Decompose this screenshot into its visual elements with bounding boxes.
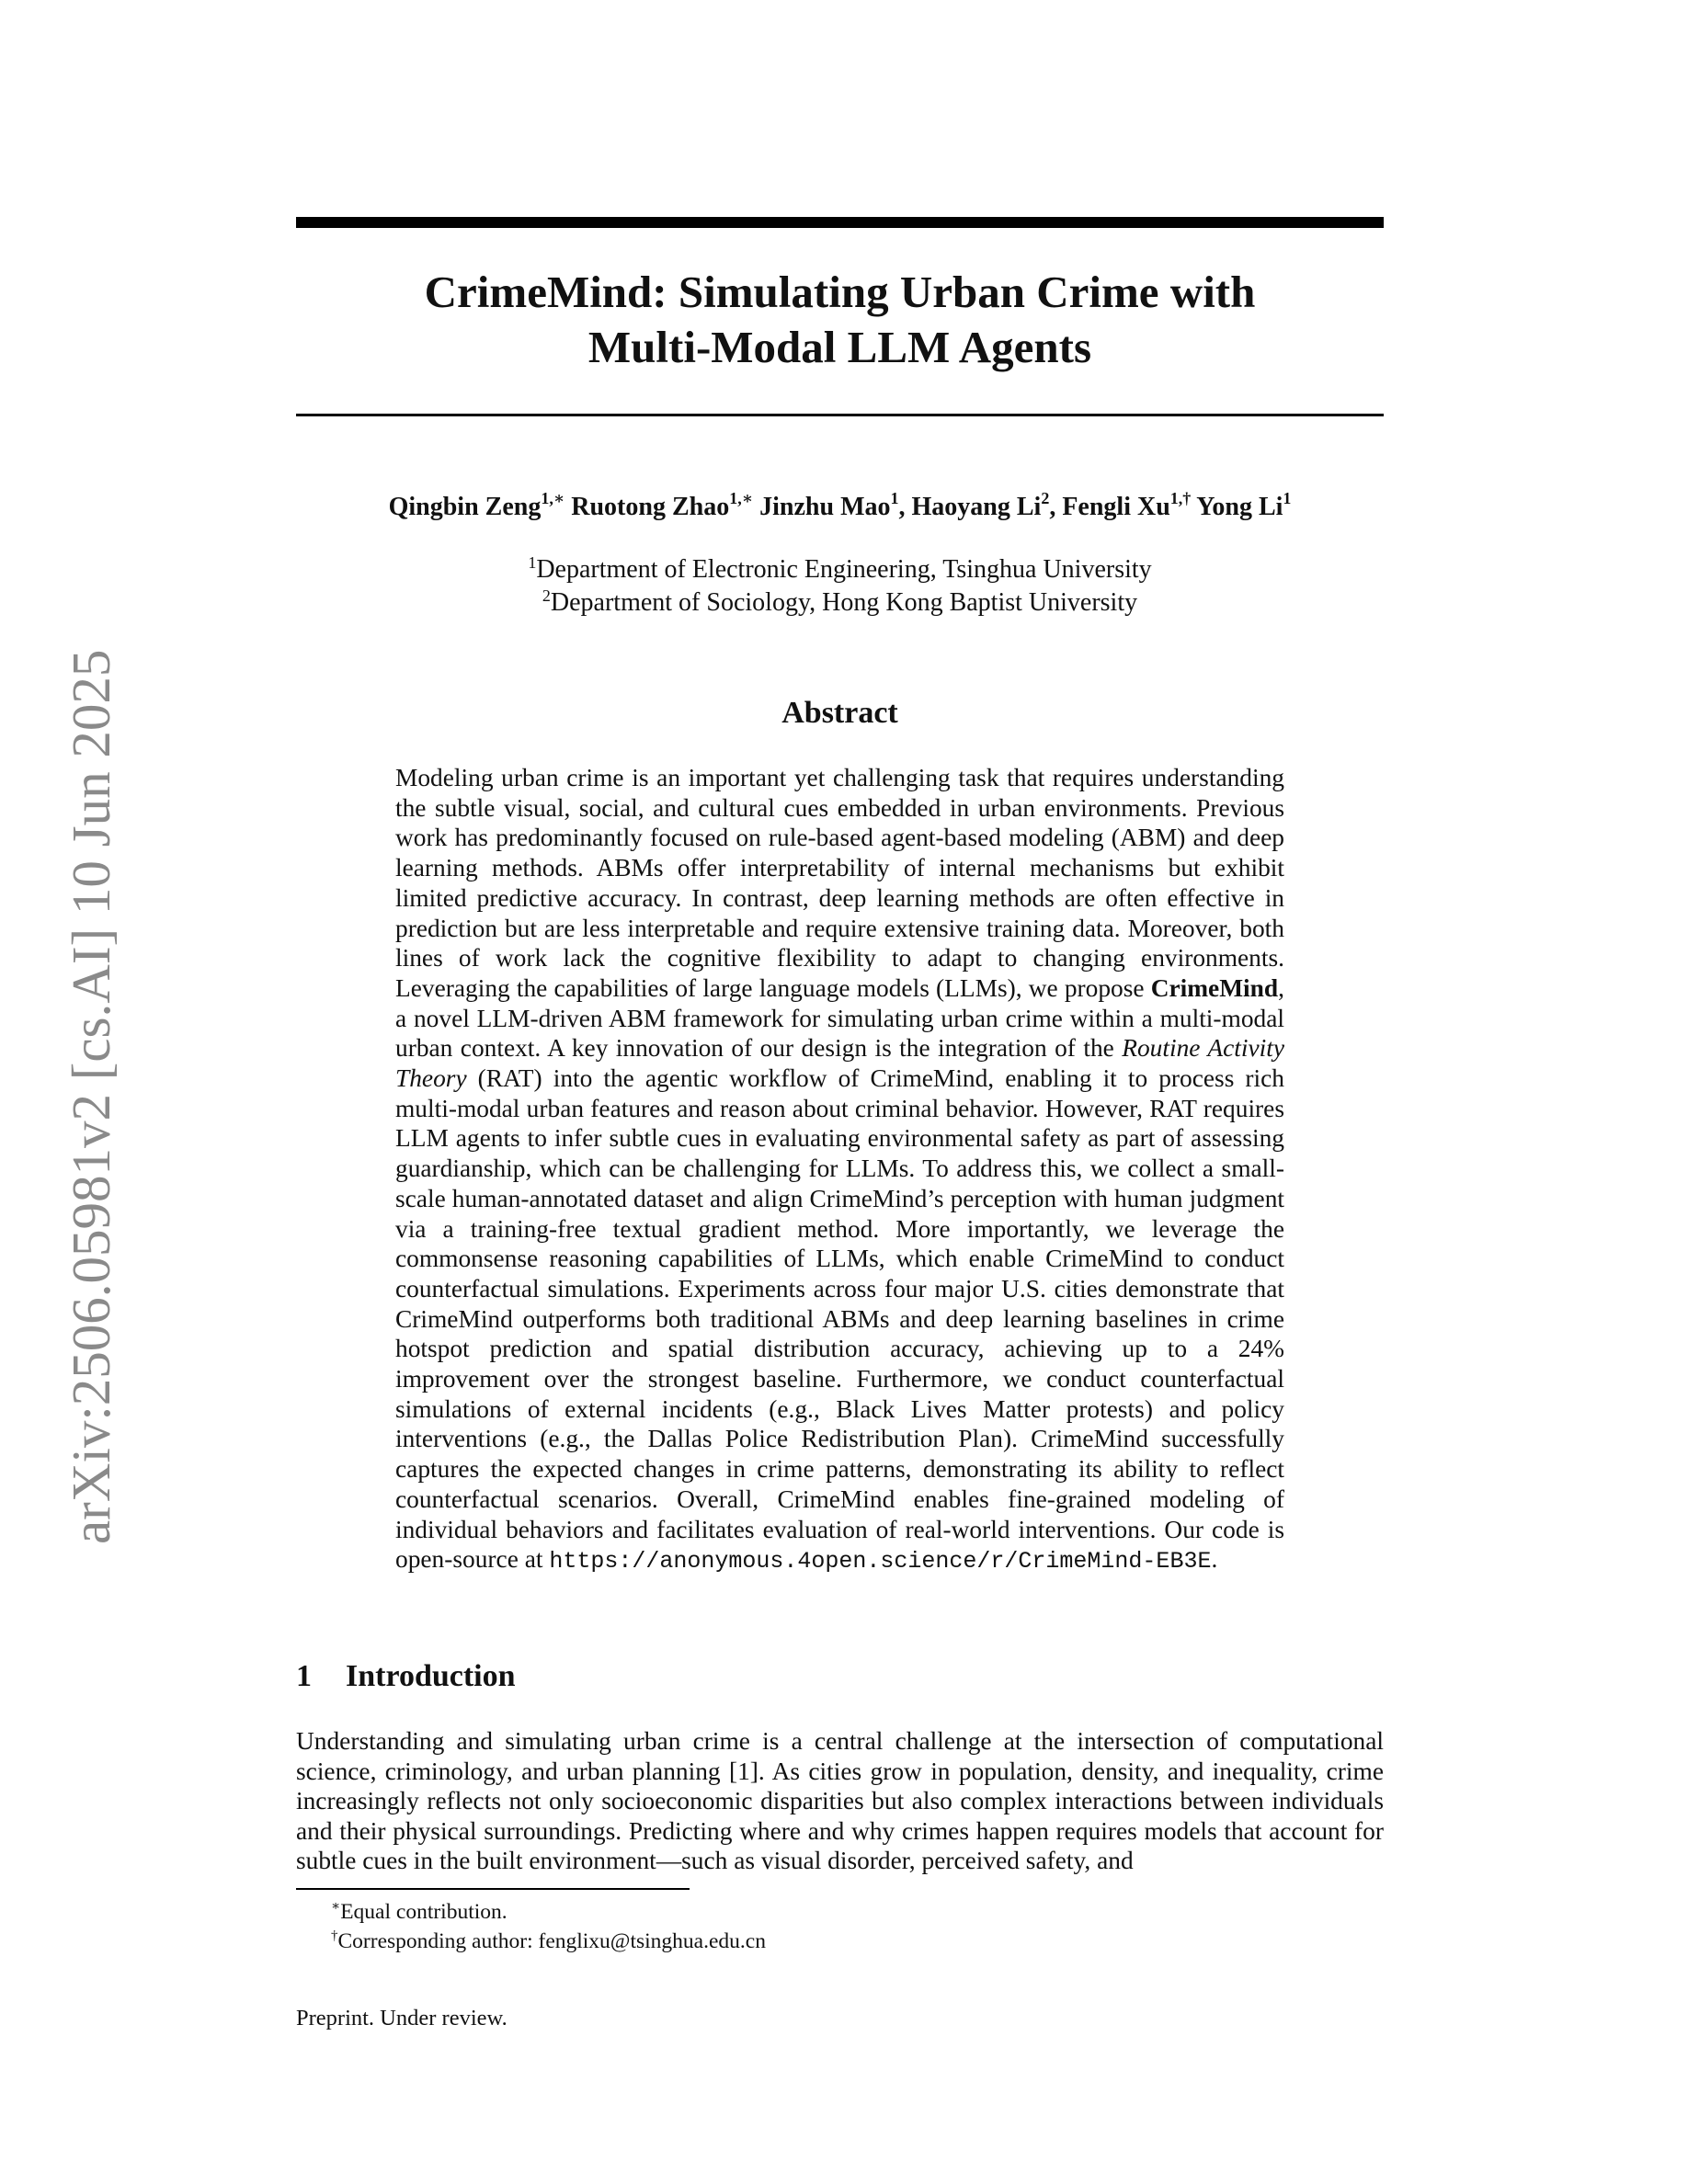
abstract-end: . bbox=[1211, 1545, 1218, 1574]
abstract-text-part-3: (RAT) into the agentic workflow of CrimeMind, enabling it to process rich multi-modal urban features and reason about criminal behavior. However, RAT requires LLM agents to infer subtle cues in evaluating environmental safety as part of assessing guardianship, which can be challenging for LLMs. To address this, we collect a small-scale human-annotated dataset and align CrimeMind’s perception with human judgment via a training-free textual gradient method. More importantly, we leverage the commonsense reasoning capabilities of LLMs, which enable CrimeMind to conduct counterfactual simulations. Experiments across four major U.S. cities demonstrate that CrimeMind outperforms both traditional ABMs and deep learning baselines in crime hotspot prediction and spatial distribution accuracy, achieving up to a 24% improvement over the strongest baseline. Furthermore, we conduct counterfactual simulations of external incidents (e.g., Black Lives Matter protests) and policy interventions (e.g., the Dallas Police Redistribution Plan). CrimeMind successfully captures the expected changes in crime patterns, demonstrating its ability to reflect counterfactual scenarios. Overall, CrimeMind enables fine-grained modeling of individual behaviors and facilitates evaluation of real-world interventions. Our code is open-source at bbox=[395, 1064, 1284, 1574]
preprint-note: Preprint. Under review. bbox=[296, 2006, 508, 2030]
author-marks: 1 bbox=[1283, 489, 1292, 507]
framework-name: CrimeMind bbox=[1150, 973, 1279, 1002]
footnote bbox=[331, 1927, 766, 1956]
footnote bbox=[331, 1897, 766, 1927]
title-bottom-rule bbox=[296, 414, 1384, 416]
footnote-text: Equal contribution. bbox=[340, 1900, 508, 1924]
abstract-text-part-1: Modeling urban crime is an important yet challenging task that requires understanding the subtle visual, social, and cultural cues embedded in urban environments. Previous work has predominantly focused on rule-based agent-based modeling (ABM) and deep learning methods. ABMs offer interpretability of internal mechanisms but exhibit limited predictive accuracy. In contrast, deep learning methods are often effective in prediction but are less interpretable and require extensive training data. Moreover, both lines of work lack the cognitive flexibility to adapt to changing environments. Leveraging the capabilities of large language models (LLMs), we propose bbox=[395, 764, 1284, 1002]
author-marks: 1,∗ bbox=[729, 489, 754, 507]
affiliation bbox=[296, 586, 1384, 620]
author-name: Ruotong Zhao bbox=[571, 493, 730, 521]
footnote-mark: † bbox=[331, 1928, 338, 1943]
affiliation-text: Department of Sociology, Hong Kong Baptist University bbox=[550, 588, 1138, 617]
affiliation-text: Department of Electronic Engineering, Tsinghua University bbox=[536, 555, 1152, 584]
title-top-rule bbox=[296, 217, 1384, 228]
author-name: Jinzhu Mao bbox=[759, 493, 891, 521]
affiliation-mark: 1 bbox=[528, 553, 537, 572]
theory-name: Routine Activity Theory bbox=[395, 1034, 1284, 1093]
paper-title bbox=[296, 265, 1384, 375]
author-marks: 1,∗ bbox=[541, 489, 565, 507]
author-marks: 1 bbox=[890, 489, 899, 507]
introduction-body: Understanding and simulating urban crime is a central challenge at the intersection of computational science, criminology, and urban planning [1]. As cities grow in population, density, and inequality, crime increasingly reflects not only socioeconomic disparities but also complex interactions between individuals and their physical surroundings. Predicting where and why crimes happen requires models that account for subtle cues in the built environment—such as visual disorder, perceived safety, and bbox=[296, 1727, 1384, 1875]
footnote-rule bbox=[296, 1888, 690, 1890]
abstract-heading: Abstract bbox=[781, 696, 898, 730]
author-marks: 2 bbox=[1041, 489, 1050, 507]
author-name: Haoyang Li bbox=[911, 493, 1042, 521]
footnotes bbox=[331, 1897, 766, 1956]
author-list: Qingbin Zeng$^{1,∗}$ Ruotong Zhao$^{1,∗}$ Jinzhu Mao$^1$, Haoyang Li$^2$, Fengli $Xu^{1,\dagger}$ Yong Li$^1$ bbox=[388, 489, 1292, 521]
affiliation bbox=[296, 553, 1384, 586]
code-link[interactable]: https://anonymous.4open.science/r/CrimeMind-EB3E bbox=[549, 1548, 1212, 1575]
affiliation-mark: 2 bbox=[542, 586, 551, 605]
section-heading-introduction bbox=[296, 1656, 516, 1697]
author-name: Yong Li bbox=[1196, 493, 1283, 521]
paper-title-line-2: Multi-Modal LLM Agents bbox=[587, 322, 1092, 372]
author-name: Qingbin Zeng bbox=[388, 493, 542, 521]
author-name: Fengli Xu bbox=[1062, 493, 1170, 521]
affiliation-list bbox=[296, 553, 1384, 620]
abstract-body bbox=[395, 763, 1284, 1577]
footnote-text: Corresponding author: fenglixu@tsinghua.edu.cn bbox=[337, 1929, 766, 1953]
arxiv-watermark: arXiv:2506.05981v2 [cs.AI] 10 Jun 2025 bbox=[61, 649, 121, 1544]
footnote-mark: ∗ bbox=[331, 1899, 341, 1914]
section-number: 1 bbox=[296, 1659, 312, 1693]
paper-title-line-1: CrimeMind: Simulating Urban Crime with bbox=[424, 267, 1256, 317]
abstract-text-part-2: , a novel LLM-driven ABM framework for simulating urban crime within a multi-modal urban context. A key innovation of our design is the integration of the bbox=[395, 973, 1284, 1063]
author-marks: 1,† bbox=[1169, 489, 1192, 507]
section-title: Introduction bbox=[346, 1659, 516, 1693]
